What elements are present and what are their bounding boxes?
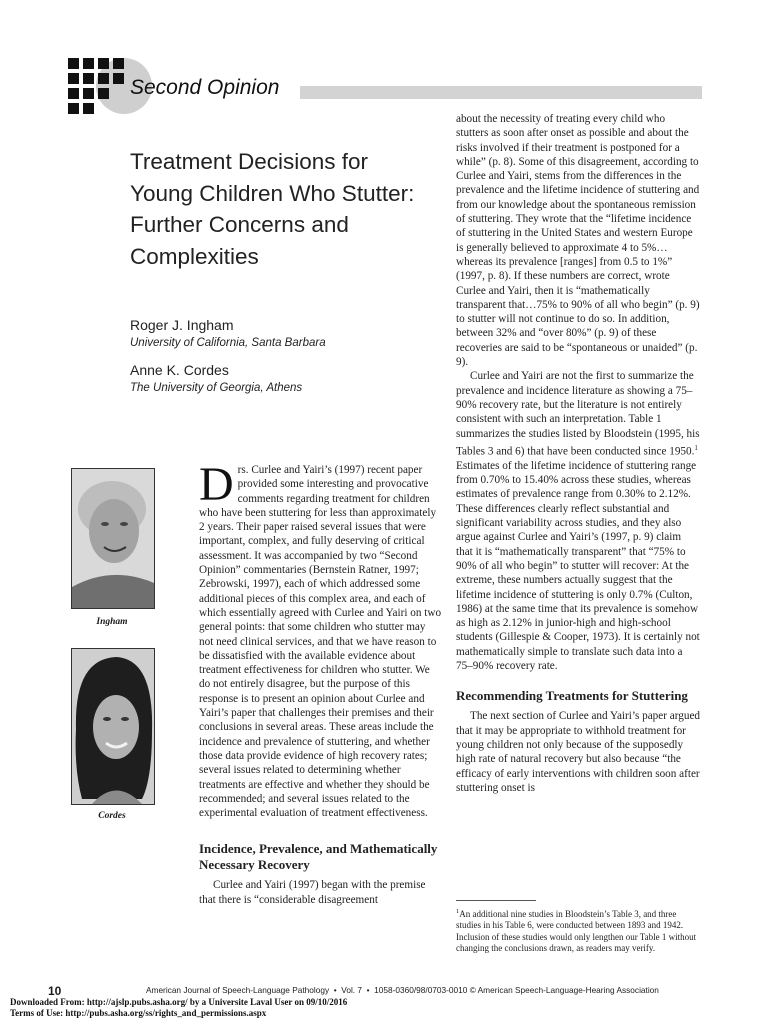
- footnote-rule: [456, 900, 536, 901]
- download-notice: [10, 997, 347, 1019]
- download-line[interactable]: Downloaded From: http://ajslp.pubs.asha.org/ by a Universite Laval User on 09/10/2016: [10, 997, 348, 1007]
- paragraph-text: Estimates of the lifetime incidence of stuttering range from 0.70% to 15.40% across these studies, whereas estimates of prevalence range from 0.30% to 2.12%. These differences clearly reflect substantial and significant variability across studies, and they also argue against Curlee and Yairi’s (1997, p. 9) claim that it is “mathematically transparent” that “75% to 90% of all who begin” to stutter will recover: At the extreme, these numbers actually suggest that the lifetime incidence of stuttering is only 0.7% (Culton, 1986) at the same time that its prevalence is somehow as high as 2.12% in junior-high and high-school students (Gillespie & Cooper, 1973). It is certainly not mathematically simple to translate such data into a 75–90% recovery rate.: [456, 459, 700, 673]
- footnote-mark: 1: [456, 908, 460, 915]
- article-title: Treatment Decisions for Young Children Who Stutter: Further Concerns and Complexities: [130, 149, 415, 269]
- journal-volume: Vol. 7: [341, 985, 363, 995]
- bullet-separator: •: [331, 985, 339, 995]
- paragraph-text: rs. Curlee and Yairi’s (1997) recent paper provided some interesting and provocative comments regarding treatment for children who have been stuttering for less than approximately 2 years. Their paper raised several issues that were important, complex, and fully deserving of critical assessment. It was accompanied by two “Second Opinion” commentaries (Bernstein Ratner, 1997; Zebrowski, 1997), each of which addressed some additional pieces of this complex area, and each of which essentially agreed with Curlee and Yairi on two general points: that some children who stutter may not need clinical services, and that we have reason to be dissatisfied with the available evidence about treatment effectiveness for children who stutter. We do not entirely disagree, but the purpose of this response is to present an opinion about Curlee and Yairi’s paper that challenges their premises and their conclusions in several areas. These areas include the incidence and prevalence of stuttering, and whether those data provide evidence of high recovery rates; several issues related to determining whether treatments are effective and whether they should be recommended; and several issues related to the experimental evaluation of treatment effectiveness.: [199, 464, 442, 820]
- paragraph: [199, 458, 442, 820]
- logo-square: [98, 88, 109, 99]
- logo-square: [68, 73, 79, 84]
- journal-issn: 1058-0360/98/0703-0010: [374, 985, 468, 995]
- section-title: Second Opinion: [130, 76, 280, 99]
- drop-cap: D: [199, 458, 234, 511]
- paragraph-text: Curlee and Yairi are not the first to summarize the prevalence and incidence literature as showing a 75–90% recovery rate, but the literature is not entirely consistent with such an interpretation. Table 1 summarizes the studies listed by Bloodstein (1995, his Tables 3 and 6) that have been conducted since 1950.: [456, 370, 700, 458]
- bullet-separator: •: [364, 985, 372, 995]
- section-bar: [300, 86, 702, 99]
- journal-copyright: © American Speech-Language-Hearing Association: [469, 985, 659, 995]
- footnote: [456, 906, 700, 954]
- section-logo: [68, 58, 124, 114]
- journal-footer: [146, 985, 659, 995]
- terms-line[interactable]: Terms of Use: http://pubs.asha.org/ss/rights_and_permissions.aspx: [10, 1008, 267, 1018]
- text-column-right: [456, 112, 700, 795]
- logo-square: [83, 88, 94, 99]
- author-photo-cordes: [71, 648, 155, 805]
- logo-square: [113, 73, 124, 84]
- author-name: Roger J. Ingham: [130, 317, 234, 333]
- logo-square: [68, 88, 79, 99]
- portrait-image: [72, 649, 154, 804]
- logo-square: [68, 58, 79, 69]
- paragraph: about the necessity of treating every child who stutters as soon after onset as possible and about the risks involved if their treatment is postponed for a while” (p. 8). Some of this disagreement, according to Curlee and Yairi, stems from the differences in the prevalence and the lifetime incidence of stuttering and from our knowledge about the spontaneous remission of stuttering. They wrote that the “lifetime incidence of stuttering in the United States and western Europe is generally believed to approximate 4 to 5%…whereas its prevalence [ranges] from 0.5 to 1%” (1997, p. 8). If these numbers are correct, wrote Curlee and Yairi, then it is “mathematically transparent that…75% to 90% of all who begin” (p. 9) to stutter will not continue to do so. In addition, between 32% and “over 80%” (p. 9) of these recoveries are said to be “spontaneous or unaided” (p. 9).: [456, 113, 700, 369]
- author-name: Anne K. Cordes: [130, 362, 229, 378]
- section-heading: Incidence, Prevalence, and Mathematically Necessary Recovery: [199, 841, 438, 873]
- photo-caption: Cordes: [98, 811, 126, 821]
- author-affiliation: University of California, Santa Barbara: [130, 337, 326, 349]
- logo-square: [98, 73, 109, 84]
- portrait-image: [72, 469, 154, 608]
- footnote-ref: 1: [694, 443, 698, 452]
- paragraph: Curlee and Yairi (1997) began with the premise that there is “considerable disagreement: [199, 879, 426, 906]
- logo-square: [113, 58, 124, 69]
- section-heading: Recommending Treatments for Stuttering: [456, 688, 688, 704]
- photo-caption: Ingham: [96, 617, 128, 627]
- journal-title: American Journal of Speech-Language Pathology: [146, 985, 330, 995]
- logo-square: [83, 73, 94, 84]
- logo-square: [83, 103, 94, 114]
- paragraph: [456, 369, 700, 673]
- logo-square: [83, 58, 94, 69]
- text-column-left: [199, 458, 442, 907]
- footnote-text: An additional nine studies in Bloodstein’s Table 3, and three studies in his Table 6, were conducted between 1893 and 1942. Inclusion of these studies would only lengthen our Table 1 without changing the conclusions drawn, as readers may verify.: [456, 909, 697, 953]
- author-photo-ingham: [71, 468, 155, 609]
- logo-square: [68, 103, 79, 114]
- author-affiliation: The University of Georgia, Athens: [130, 382, 303, 394]
- logo-square: [98, 58, 109, 69]
- page-number: 10: [48, 984, 62, 998]
- paragraph: The next section of Curlee and Yairi’s paper argued that it may be appropriate to withhold treatment for young children not only because of the supposedly high rate of natural recovery but also because “the efficacy of early interventions with children soon after stuttering onset is: [456, 710, 701, 794]
